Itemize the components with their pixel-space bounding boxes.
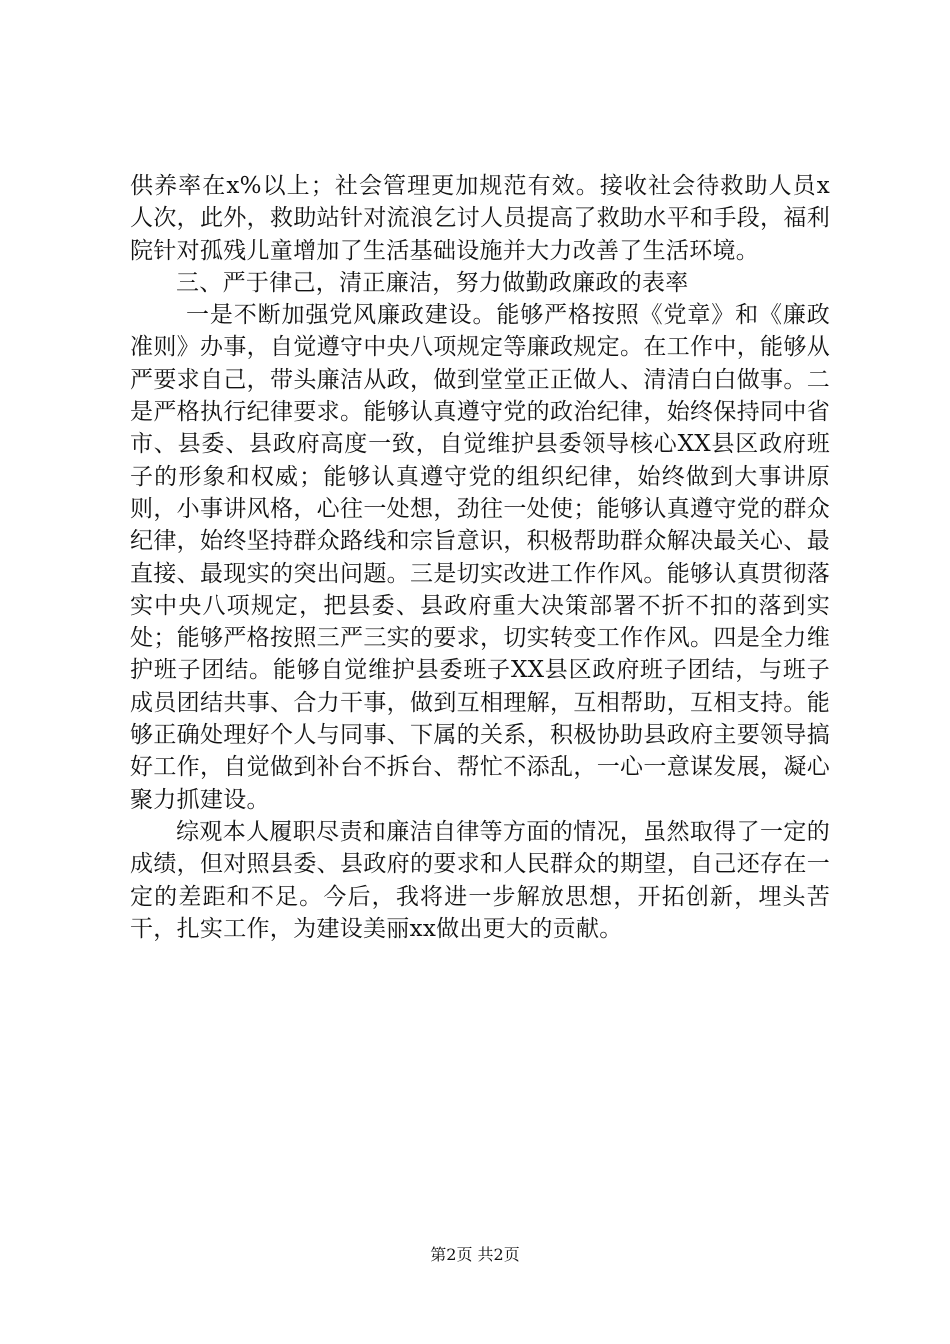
paragraph-conclusion: 综观本人履职尽责和廉洁自律等方面的情况，虽然取得了一定的成绩，但对照县委、县政府的要求和人民群众的期望，自己还存在一定的差距和不足。今后，我将进一步解放思想，开拓创新，埋头苦干，扎实工作，为建设美丽xx做出更大的贡献。 — [130, 818, 830, 942]
paragraph-integrity: 一是不断加强党风廉政建设。能够严格按照《党章》和《廉政准则》办事，自觉遵守中央八项规定等廉政规定。在工作中，能够从严要求自己，带头廉洁从政，做到堂堂正正做人、清清白白做事。二是严格执行纪律要求。能够认真遵守党的政治纪律，始终保持同中省市、县委、县政府高度一致，自觉维护县委领导核心XX县区政府班子的形象和权威；能够认真遵守党的组织纪律，始终做到大事讲原则，小事讲风格，心往一处想，劲往一处使；能够认真遵守党的群众纪律，始终坚持群众路线和宗旨意识，积极帮助群众解决最关心、最直接、最现实的突出问题。三是切实改进工作作风。能够认真贯彻落实中央八项规定，把县委、县政府重大决策部署不折不扣的落到实处；能够严格按照三严三实的要求，切实转变工作作风。四是全力维护班子团结。能够自觉维护县委班子XX县区政府班子团结，与班子成员团结共事、合力干事，做到互相理解，互相帮助，互相支持。能够正确处理好个人与同事、下属的关系，积极协助县政府主要领导搞好工作，自觉做到补台不拆台、帮忙不添乱，一心一意谋发展，凝心聚力抓建设。 — [130, 302, 830, 813]
section-heading: 三、严于律己，清正廉洁，努力做勤政廉政的表率 — [176, 269, 689, 296]
paragraph-continuation: 供养率在x%以上；社会管理更加规范有效。接收社会待救助人员x人次，此外，救助站针对流浪乞讨人员提高了救助水平和手段，福利院针对孤残儿童增加了生活基础设施并大力改善了生活环境。 — [130, 173, 830, 264]
page-footer: 第2页 共2页 — [430, 1245, 520, 1264]
document-body — [130, 170, 830, 945]
